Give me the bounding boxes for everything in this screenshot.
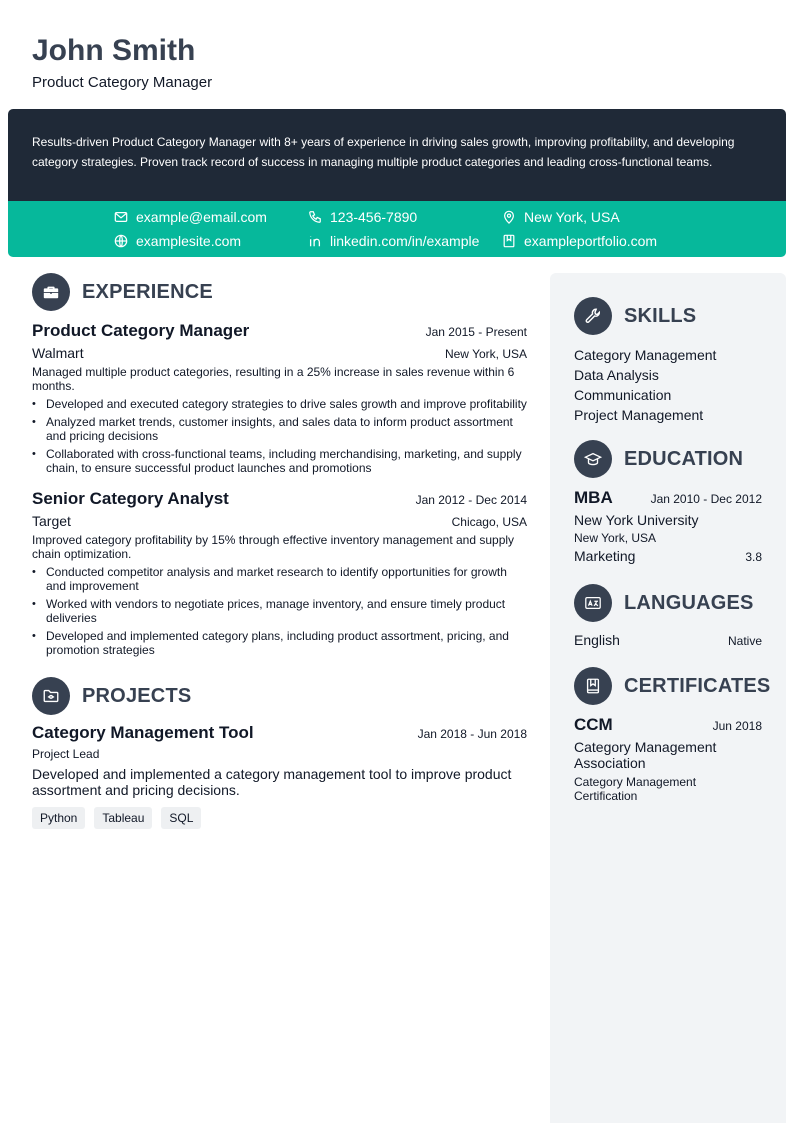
translate-icon [574,584,612,622]
location-pin-icon [502,210,516,224]
linkedin-text: linkedin.com/in/example [330,233,480,249]
summary-block [8,109,786,201]
project-description: Developed and implemented a category management tool to improve product assortment and pricing decisions. [32,766,512,798]
language-name: English [574,632,620,648]
folder-icon [32,677,70,715]
certificate-issuer: Category Management Certification [574,775,697,803]
sidebar-column [550,273,786,1123]
languages-section-header [574,584,762,622]
job-bullet: • Analyzed market trends, customer insights, and sales data to inform product assortment and pricing decisions [32,415,527,443]
website-text: examplesite.com [136,233,242,249]
skills-title: SKILLS [624,304,697,327]
languages-title: LANGUAGES [624,591,754,614]
job-bullets [32,565,527,657]
job-location: New York, USA [444,347,527,361]
job-bullet: • Developed and implemented category plans, including product assortment, pricing, and promotion strategies [32,629,527,657]
skills-list [574,345,762,425]
candidate-title: Product Category Manager [32,74,213,91]
education-entry [574,488,762,564]
job-dates: Jan 2012 - Dec 2014 [415,493,527,507]
project-role: Project Lead [32,747,100,761]
contact-phone[interactable] [308,209,417,225]
summary-text: Results-driven Product Category Manager with 8+ years of experience in driving sales growth, improving profitability, and developing category strategies. Proven track record of success in managing multiple product categories and leading cross-functional teams. [32,135,735,169]
job-title: Senior Category Analyst [32,489,229,508]
experience-section-header [32,273,527,311]
portfolio-book-icon [502,234,516,248]
job-bullet: • Worked with vendors to negotiate prices, manage inventory, and ensure timely product deliveries [32,597,527,625]
job-location: Chicago, USA [451,515,527,529]
experience-title: EXPERIENCE [82,280,213,303]
contact-bar [8,201,786,257]
contact-website[interactable] [114,233,241,249]
certificates-title: CERTIFICATES [624,674,771,697]
education-section-header [574,440,762,478]
job-entry [32,321,527,475]
project-tags [32,807,527,829]
project-tag: SQL [161,807,201,829]
projects-title: PROJECTS [82,684,192,707]
language-level: Native [727,634,762,648]
projects-section-header [32,677,527,715]
degree: MBA [574,488,613,507]
skills-section-header [574,297,762,335]
linkedin-icon [308,234,322,248]
skill-item: Communication [574,387,672,403]
certificate-date: Jun 2018 [712,719,762,733]
globe-icon [114,234,128,248]
mail-icon [114,210,128,224]
job-bullets [32,397,527,475]
job-company: Walmart [32,345,84,361]
contact-email[interactable] [114,209,267,225]
school-location: New York, USA [574,531,657,545]
phone-text: 123-456-7890 [330,209,418,225]
job-description: Managed multiple product categories, resulting in a 25% increase in sales revenue within 6 months. [32,365,515,393]
job-description: Improved category profitability by 15% through effective inventory management and supply chain optimization. [32,533,515,561]
project-tag: Python [32,807,85,829]
job-dates: Jan 2015 - Present [425,325,527,339]
location-text: New York, USA [524,209,620,225]
briefcase-icon [32,273,70,311]
project-tag: Tableau [94,807,152,829]
job-bullet: • Collaborated with cross-functional teams, including merchandising, marketing, and supply chain, to ensure successful product launches and promotions [32,447,527,475]
education-dates: Jan 2010 - Dec 2012 [650,492,762,506]
job-bullet: • Conducted competitor analysis and market research to identify opportunities for growth and improvement [32,565,527,593]
field-of-study: Marketing [574,548,636,564]
certificate-book-icon [574,667,612,705]
candidate-name: John Smith [32,34,196,67]
school-name: New York University [574,512,699,528]
job-title: Product Category Manager [32,321,250,340]
skill-item: Data Analysis [574,367,659,383]
job-entry [32,489,527,657]
certificate-name: CCM [574,715,613,734]
project-title: Category Management Tool [32,723,254,742]
skill-item: Project Management [574,407,704,423]
skill-item: Category Management [574,347,717,363]
project-dates: Jan 2018 - Jun 2018 [417,727,527,741]
email-text: example@email.com [136,209,267,225]
project-entry [32,723,527,829]
main-column [32,273,527,829]
job-bullet: • Developed and executed category strategies to drive sales growth and improve profitability [32,397,527,411]
wrench-icon [574,297,612,335]
contact-portfolio[interactable] [502,233,657,249]
certificate-entry [574,715,762,803]
education-title: EDUCATION [624,447,744,470]
job-company: Target [32,513,71,529]
graduation-cap-icon [574,440,612,478]
resume-header [32,32,212,91]
certificates-section-header [574,667,771,705]
language-item [574,632,762,648]
contact-linkedin[interactable] [308,233,479,249]
gpa: 3.8 [745,550,762,564]
contact-location [502,209,620,225]
portfolio-text: exampleportfolio.com [524,233,658,249]
phone-icon [308,210,322,224]
certificate-full-name: Category Management Association [574,739,717,771]
